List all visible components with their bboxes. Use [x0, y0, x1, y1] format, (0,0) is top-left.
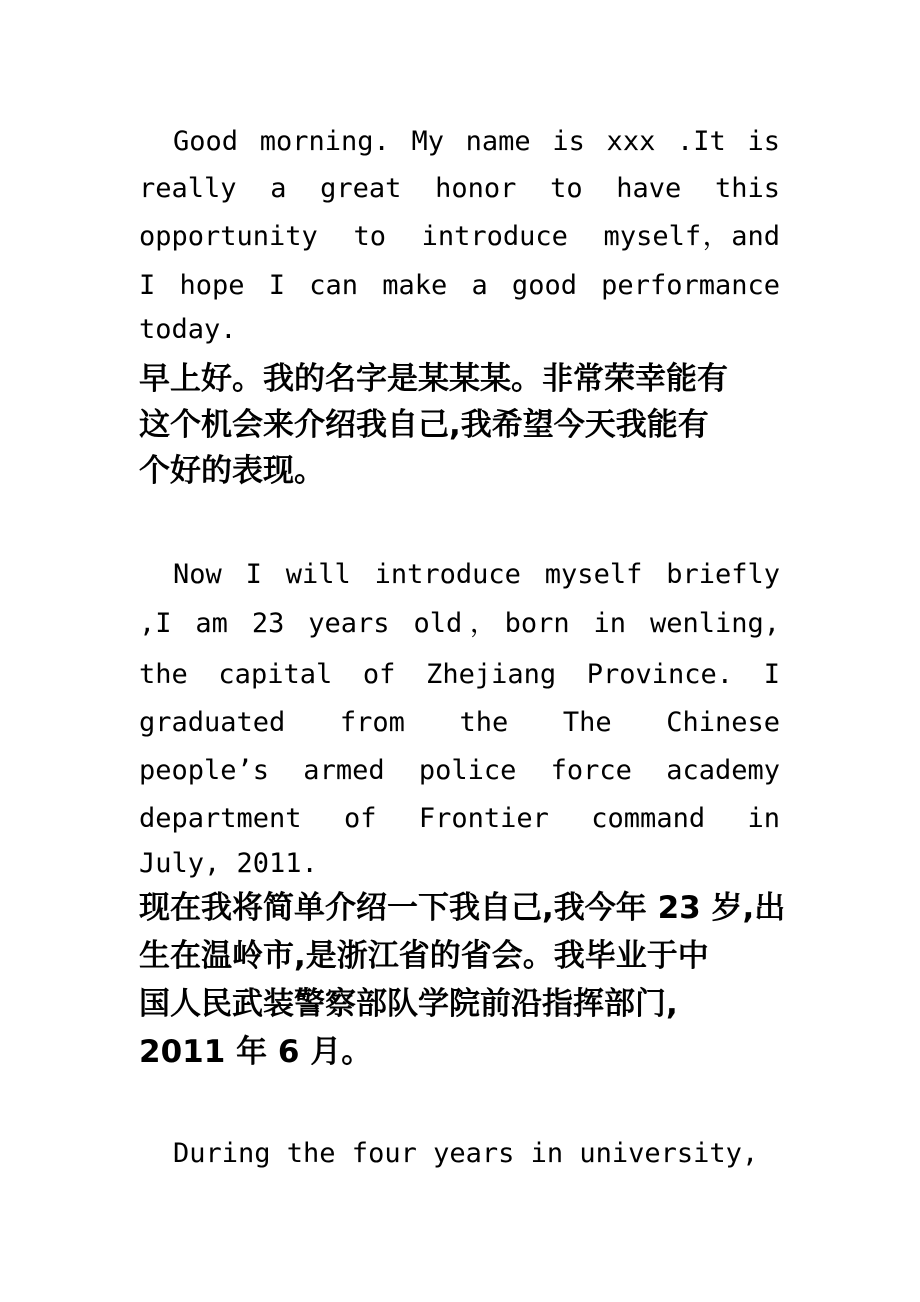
- paragraph-chinese-1: [139, 356, 839, 494]
- text-line: I hope I can make a good performance: [139, 270, 780, 301]
- text-line: today.: [139, 314, 237, 345]
- text-line: July, 2011.: [139, 848, 318, 879]
- text-line: graduated from the The Chinese: [139, 707, 780, 738]
- text-line: Now I will introduce myself briefly: [173, 559, 780, 590]
- text-line: 国人民武装警察部队学院前沿指挥部门,: [139, 986, 678, 1022]
- text-line: 早上好。我的名字是某某某。非常荣幸能有: [139, 361, 728, 397]
- text-line: 这个机会来介绍我自己,我希望今天我能有: [139, 407, 709, 443]
- text-line: department of Frontier command in: [139, 803, 780, 834]
- text-line: 现在我将简单介绍一下我自己,我今年 23 岁,出: [139, 890, 786, 926]
- text-line: people’s armed police force academy: [139, 755, 780, 786]
- text-line: 生在温岭市,是浙江省的省会。我毕业于中: [139, 938, 709, 974]
- paragraph-english-1: [139, 118, 780, 351]
- paragraph-chinese-2: [139, 884, 839, 1076]
- text-line: the capital of Zhejiang Province. I: [139, 659, 780, 690]
- paragraph-english-2: [139, 552, 780, 885]
- text-line: really a great honor to have this: [139, 173, 780, 204]
- text-line: 个好的表现。: [139, 453, 325, 489]
- text-line: opportunity to introduce myself，and: [139, 221, 780, 252]
- text-line: 2011 年 6 月。: [139, 1034, 373, 1070]
- paragraph-english-3: [139, 1130, 780, 1178]
- text-line: ,I am 23 years old，born in wenling,: [139, 608, 780, 639]
- text-line: During the four years in university,: [173, 1138, 759, 1169]
- text-line: Good morning. My name is xxx .It is: [173, 126, 780, 157]
